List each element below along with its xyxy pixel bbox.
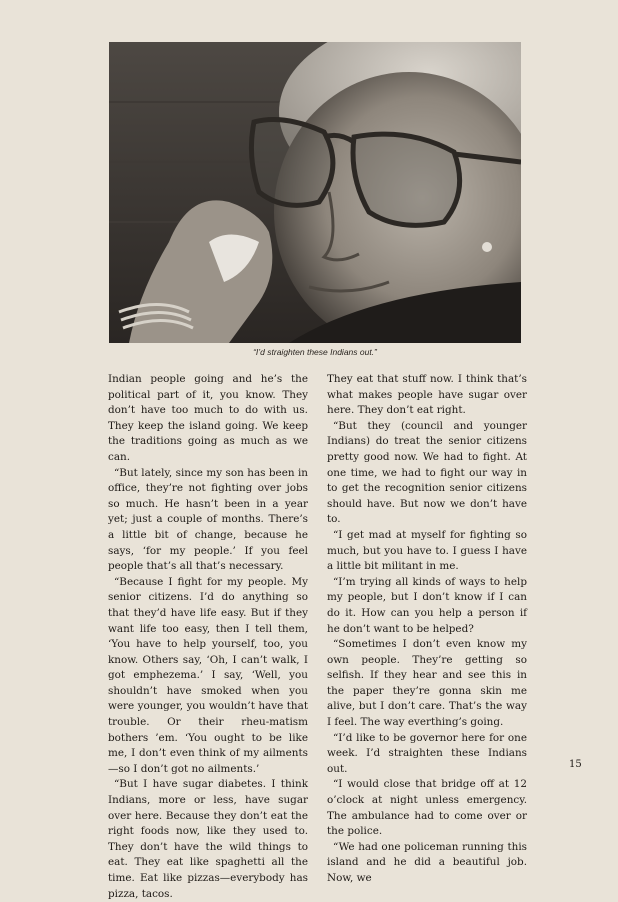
paragraph: “I would close that bridge off at 12 o’clock at night unless emergency. The ambulance had to come over or the police. xyxy=(327,778,527,838)
photo-caption: “I’d straighten these Indians out.” xyxy=(253,347,377,357)
paragraph: Indian people going and he’s the political part of it, you know. They don’t have too much to do with us. They keep the island going. We keep the traditions going as much as we can. xyxy=(108,373,308,463)
page-number: 15 xyxy=(569,759,582,770)
paragraph: “Because I fight for my people. My senior citizens. I’d do anything so that they’d have life easy. But if they want life too easy, then I tell them, ‘You have to help yourself, too, you know. Others say, ‘Oh, I can’t walk, I got emphezema.’ I say, ‘Well, you shouldn’t have smoked when you were younger, you wouldn’t have that trouble. Or their rheu-matism bothers ’em. ‘You ought to be like me, I don’t even think of my ailments—so I don’t got no ailments.’ xyxy=(108,575,308,775)
paragraph: “I get mad at myself for fighting so much, but you have to. I guess I have a little bit militant in me. xyxy=(327,528,527,573)
paragraph: “But I have sugar diabetes. I think Indians, more or less, have sugar over here. Because they don’t eat the right foods now, like they used to. They don’t have the wild things to eat. They eat like spaghetti all the time. Eat like pizzas—everybody has pizza, tacos. xyxy=(108,778,308,900)
paragraph: “But lately, since my son has been in office, they’re not fighting over jobs so much. He hasn’t been in a year yet; just a couple of months. There’s a little bit of change, because he says, ‘for my people.’ If you feel people that’s all that’s necessary. xyxy=(108,466,308,573)
paragraph: “We had one policeman running this island and he did a beautiful job. Now, we xyxy=(327,840,527,884)
portrait-photo xyxy=(109,42,521,343)
text-column-right xyxy=(327,372,527,887)
paragraph: “I’m trying all kinds of ways to help my people, but I don’t know if I can do it. How can you help a person if he don’t want to be helped? xyxy=(327,575,527,635)
paragraph: “Sometimes I don’t even know my own people. They’re getting so selfish. If they hear and see this in the paper they’re gonna skin me alive, but I don’t care. That’s the way I feel. The way everthing’s going. xyxy=(327,638,527,729)
portrait-photo-icon xyxy=(109,42,521,343)
paragraph: “But they (council and younger Indians) do treat the senior citizens pretty good now. We had to fight. At one time, we had to fight our way in to get the recognition senior citizens should have. But now we don’t have to. xyxy=(327,419,527,526)
paragraph: “I’d like to be governor here for one week. I’d straighten these Indians out. xyxy=(327,731,527,775)
text-column-left xyxy=(108,372,308,902)
paragraph: They eat that stuff now. I think that’s what makes people have sugar over here. They don’t eat right. xyxy=(327,373,527,417)
